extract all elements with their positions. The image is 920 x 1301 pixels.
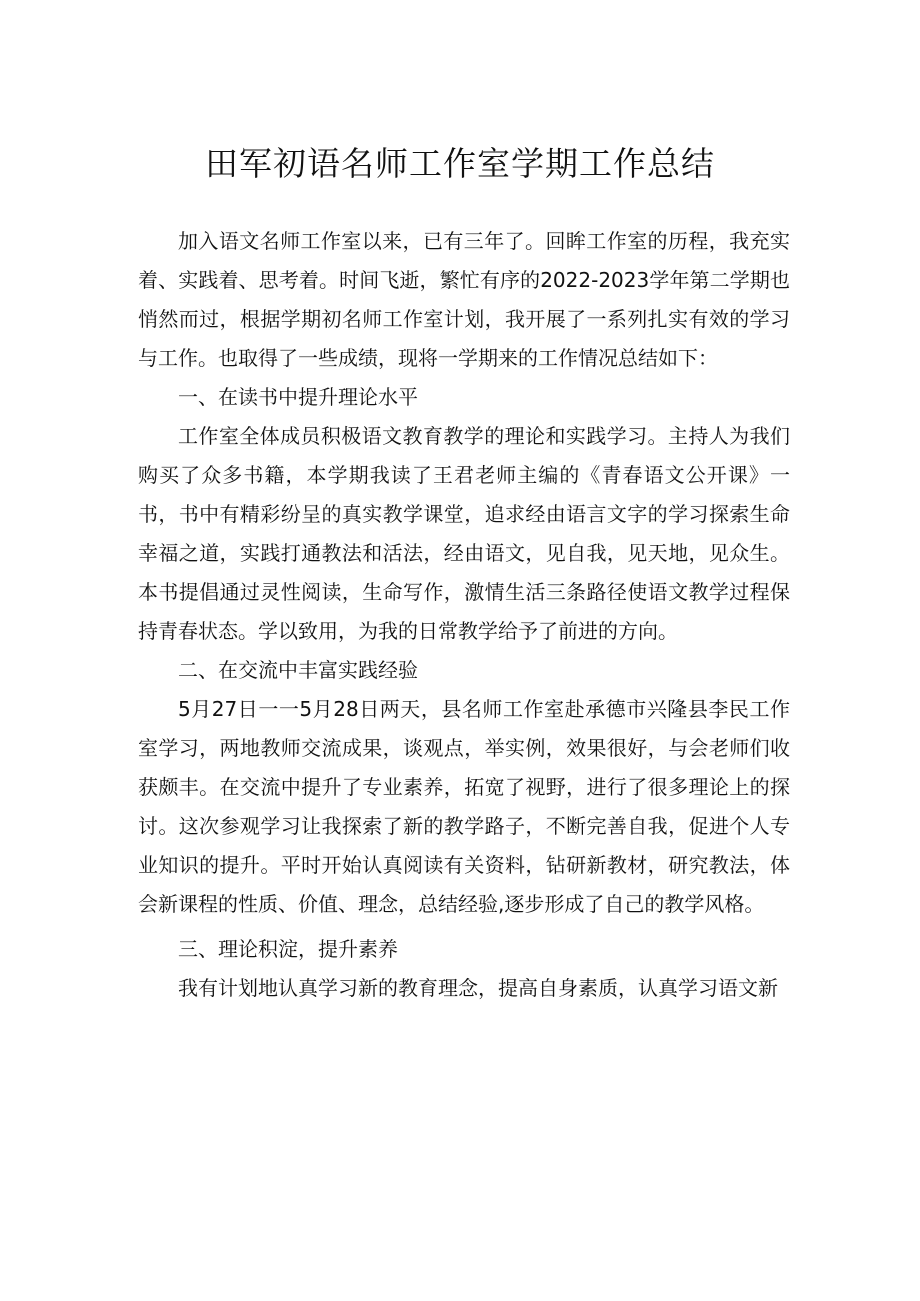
document-title: 田军初语名师工作室学期工作总结	[205, 144, 715, 183]
section-paragraph-2: 5月27日一一5月28日两天，县名师工作室赴承德市兴隆县李民工作室学习，两地教师交流成果，谈观点，举实例，效果很好，与会老师们收获颇丰。在交流中提升了专业素养，拓宽了视野，进行了很多理论上的探讨。这次参观学习让我探索了新的教学路子，不断完善自我，促进个人专业知识的提升。平时开始认真阅读有关资料，钻研新教材，研究教法，体会新课程的性质、价值、理念，总结经验,逐步形成了自己的教学风格。	[138, 697, 790, 916]
section-paragraph-3: 我有计划地认真学习新的教育理念，提高自身素质，认真学习语文新	[178, 976, 778, 1000]
document-body	[138, 222, 790, 1008]
section-heading-1: 一、在读书中提升理论水平	[178, 385, 418, 409]
intro-paragraph: 加入语文名师工作室以来，已有三年了。回眸工作室的历程，我充实着、实践着、思考着。时间飞逝，繁忙有序的2022-2023学年第二学期也悄然而过，根据学期初名师工作室计划，我开展了一系列扎实有效的学习与工作。也取得了一些成绩，现将一学期来的工作情况总结如下：	[138, 229, 790, 370]
section-heading-3: 三、理论积淀，提升素养	[178, 937, 398, 961]
section-paragraph-1: 工作室全体成员积极语文教育教学的理论和实践学习。主持人为我们购买了众多书籍，本学期我读了王君老师主编的《青春语文公开课》一书，书中有精彩纷呈的真实教学课堂，追求经由语言文字的学习探索生命幸福之道，实践打通教法和活法，经由语文，见自我，见天地，见众生。本书提倡通过灵性阅读，生命写作，激情生活三条路径使语文教学过程保持青春状态。学以致用，为我的日常教学给予了前进的方向。	[138, 424, 790, 643]
section-heading-2: 二、在交流中丰富实践经验	[178, 658, 418, 682]
